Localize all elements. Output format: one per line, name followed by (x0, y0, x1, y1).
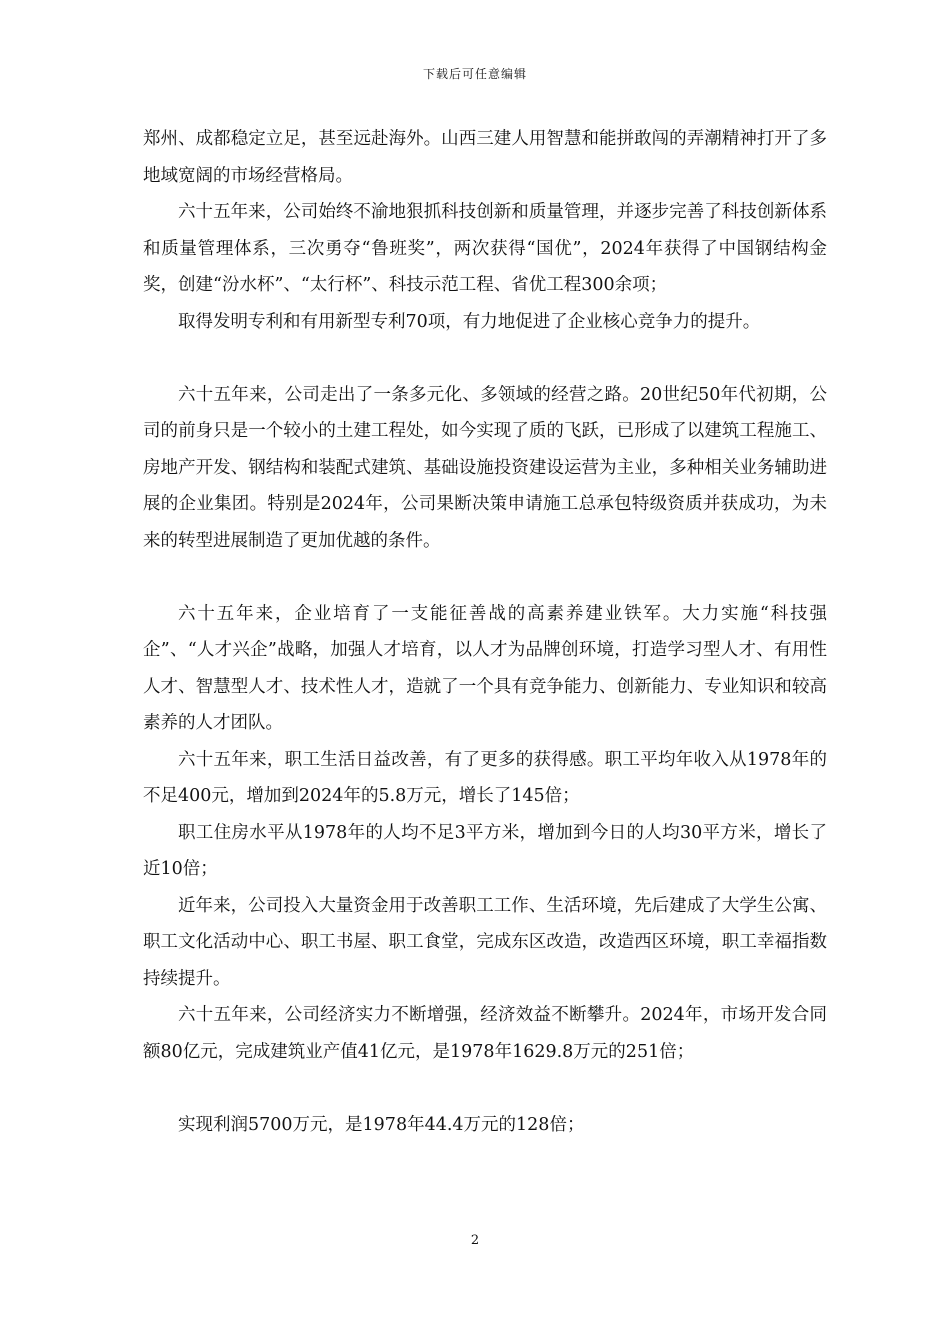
paragraph-9: 六十五年来，公司经济实力不断增强，经济效益不断攀升。2024年，市场开发合同额80亿元，完成建筑业产值41亿元，是1978年1629.8万元的251倍； (143, 1005, 827, 1062)
paragraph-7: 职工住房水平从1978年的人均不足3平方米，增加到今日的人均30平方米，增长了近10倍； (143, 822, 827, 879)
paragraph-10: 实现利润5700万元，是1978年44.4万元的128倍； (178, 1114, 585, 1135)
paragraph-5: 六十五年来，企业培育了一支能征善战的高素养建业铁军。大力实施“科技强企”、“人才兴企”战略，加强人才培育，以人才为品牌创环境，打造学习型人才、有用性人才、智慧型人才、技术性人才，造就了一个具有竞争能力、创新能力、专业知识和较高素养的人才团队。 (143, 603, 827, 733)
paragraph-1: 郑州、成都稳定立足，甚至远赴海外。山西三建人用智慧和能拼敢闯的弄潮精神打开了多地域宽阔的市场经营格局。 (143, 129, 827, 186)
paragraph-4: 六十五年来，公司走出了一条多元化、多领域的经营之路。20世纪50年代初期，公司的前身只是一个较小的土建工程处，如今实现了质的飞跃，已形成了以建筑工程施工、房地产开发、钢结构和装配式建筑、基础设施投资建设运营为主业，多种相关业务辅助进展的企业集团。特别是2024年，公司果断决策申请施工总承包特级资质并获成功，为未来的转型进展制造了更加优越的条件。 (143, 384, 827, 551)
paragraph-2: 六十五年来，公司始终不渝地狠抓科技创新和质量管理，并逐步完善了科技创新体系和质量管理体系，三次勇夺“鲁班奖”，两次获得“国优”，2024年获得了中国钢结构金奖，创建“汾水杯”、“太行杯”、科技示范工程、省优工程300余项； (143, 202, 827, 295)
paragraph-spacer (143, 340, 827, 377)
page-header: 下载后可任意编辑 (422, 67, 527, 81)
page-number: 2 (470, 1233, 480, 1248)
paragraph-spacer (143, 1070, 827, 1107)
paragraph-8: 近年来，公司投入大量资金用于改善职工工作、生活环境，先后建成了大学生公寓、职工文化活动中心、职工书屋、职工食堂，完成东区改造，改造西区环境，职工幸福指数持续提升。 (143, 895, 827, 989)
paragraph-6: 六十五年来，职工生活日益改善，有了更多的获得感。职工平均年收入从1978年的不足400元，增加到2024年的5.8万元，增长了145倍； (143, 749, 827, 806)
paragraph-3: 取得发明专利和有用新型专利70项，有力地促进了企业核心竞争力的提升。 (178, 311, 761, 332)
paragraph-spacer (143, 559, 827, 596)
document-body (143, 121, 827, 1143)
